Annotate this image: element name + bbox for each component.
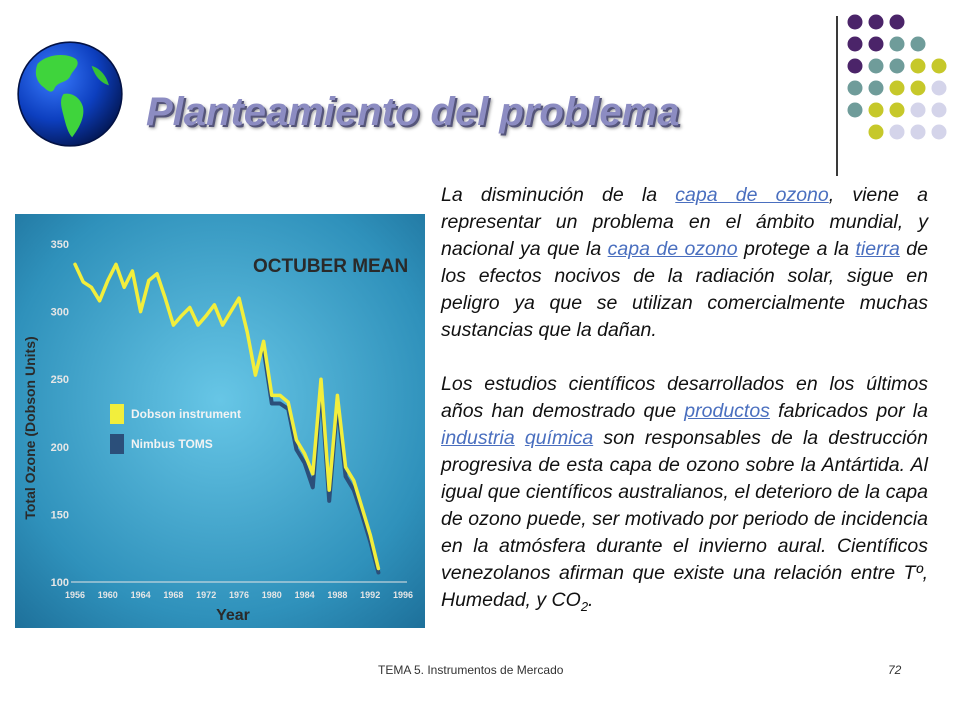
legend-label-dobson: Dobson instrument xyxy=(131,407,241,421)
paragraph-1 xyxy=(441,182,928,344)
legend-swatch-dobson xyxy=(110,404,124,424)
p2-text-1: Los estudios científicos desarrollados en los últimos años han demostrado que xyxy=(441,373,928,422)
decorative-dot-grid xyxy=(845,14,953,158)
x-tick-label: 1960 xyxy=(97,590,118,600)
p1-text-1: La disminución de la xyxy=(441,184,676,206)
globe-logo xyxy=(16,40,124,148)
decorative-dot xyxy=(869,125,884,140)
p2-text-2: fabricados por la xyxy=(769,400,928,422)
chart-xlabel: Year xyxy=(216,607,250,624)
decorative-dot xyxy=(932,103,947,118)
footer-label: TEMA 5. Instrumentos de Mercado xyxy=(378,663,564,677)
decorative-dot xyxy=(890,15,905,30)
body-text xyxy=(441,182,928,620)
link-tierra[interactable]: tierra xyxy=(855,238,900,260)
decorative-dot xyxy=(848,37,863,52)
chart-title: OCTUBER MEAN xyxy=(253,256,409,277)
x-tick-label: 1980 xyxy=(261,590,282,600)
decorative-dot xyxy=(890,103,905,118)
page-number: 72 xyxy=(888,663,902,677)
p1-text-2: , viene a representar un problema en el ámbito mundial, y nacional ya que la xyxy=(441,184,928,260)
slide-title: Planteamiento del problema xyxy=(146,90,680,134)
decorative-dot xyxy=(848,103,863,118)
x-tick-label: 1964 xyxy=(130,590,151,600)
decorative-dot xyxy=(869,59,884,74)
x-tick-label: 1988 xyxy=(327,590,348,600)
y-tick-label: 300 xyxy=(50,306,69,319)
chart-ylabel: Total Ozone (Dobson Units) xyxy=(22,336,38,520)
p2-text-5: . xyxy=(588,589,594,611)
legend-label-toms: Nimbus TOMS xyxy=(131,437,213,451)
ozone-chart xyxy=(15,214,425,628)
decorative-dot xyxy=(911,37,926,52)
link-industria[interactable]: industria xyxy=(441,427,515,449)
decorative-dot xyxy=(890,81,905,96)
decorative-dot xyxy=(932,125,947,140)
link-quimica[interactable]: química xyxy=(524,427,594,449)
decorative-dot xyxy=(848,59,863,74)
p1-text-4: de los efectos nocivos de la radiación solar, sigue en peligro ya que se utilizan comercialmente muchas sustancias que la dañan. xyxy=(441,238,928,341)
p1-text-3: protege a la xyxy=(737,238,856,260)
decorative-dot xyxy=(911,59,926,74)
decorative-dot xyxy=(869,81,884,96)
link-capa-de-ozono-1[interactable]: capa de ozono xyxy=(675,184,829,206)
y-tick-label: 150 xyxy=(50,509,69,522)
decorative-dot xyxy=(932,59,947,74)
decorative-dot xyxy=(890,37,905,52)
x-tick-label: 1972 xyxy=(196,590,217,600)
decorative-dot xyxy=(848,81,863,96)
decorative-dot xyxy=(911,81,926,96)
x-tick-label: 1992 xyxy=(360,590,381,600)
decorative-dot xyxy=(890,59,905,74)
title-divider-line xyxy=(836,16,838,176)
legend-swatch-toms xyxy=(110,434,124,454)
ozone-chart-svg xyxy=(15,214,425,628)
x-tick-label: 1968 xyxy=(163,590,184,600)
decorative-dot xyxy=(890,125,905,140)
p2-text-4: son responsables de la destrucción progresiva de esta capa de ozono sobre la Antártida. Al igual que científicos australianos, el deterioro de la capa de ozono puede, ser motivado por periodo de incidencia en la atmósfera durante el invierno aural. Científicos venezolanos afirman que existe una relación entre Tº, Humedad, y CO xyxy=(441,427,929,611)
paragraph-2 xyxy=(441,371,928,620)
x-tick-label: 1984 xyxy=(294,590,315,600)
x-tick-label: 1956 xyxy=(64,590,86,600)
y-tick-label: 100 xyxy=(50,577,69,589)
x-tick-label: 1996 xyxy=(392,590,414,600)
link-productos[interactable]: productos xyxy=(684,400,770,422)
decorative-dot xyxy=(911,103,926,118)
co2-subscript: 2 xyxy=(580,598,589,614)
y-tick-label: 350 xyxy=(50,239,69,251)
decorative-dot xyxy=(848,15,863,30)
decorative-dot xyxy=(869,103,884,118)
link-capa-de-ozono-2[interactable]: capa de ozono xyxy=(607,238,738,260)
decorative-dot xyxy=(932,81,947,96)
y-tick-label: 250 xyxy=(50,374,69,387)
decorative-dot xyxy=(869,15,884,30)
y-tick-label: 200 xyxy=(50,441,69,454)
p2-text-3 xyxy=(515,427,525,449)
x-tick-label: 1976 xyxy=(228,590,250,600)
decorative-dot xyxy=(911,125,926,140)
decorative-dot xyxy=(869,37,884,52)
